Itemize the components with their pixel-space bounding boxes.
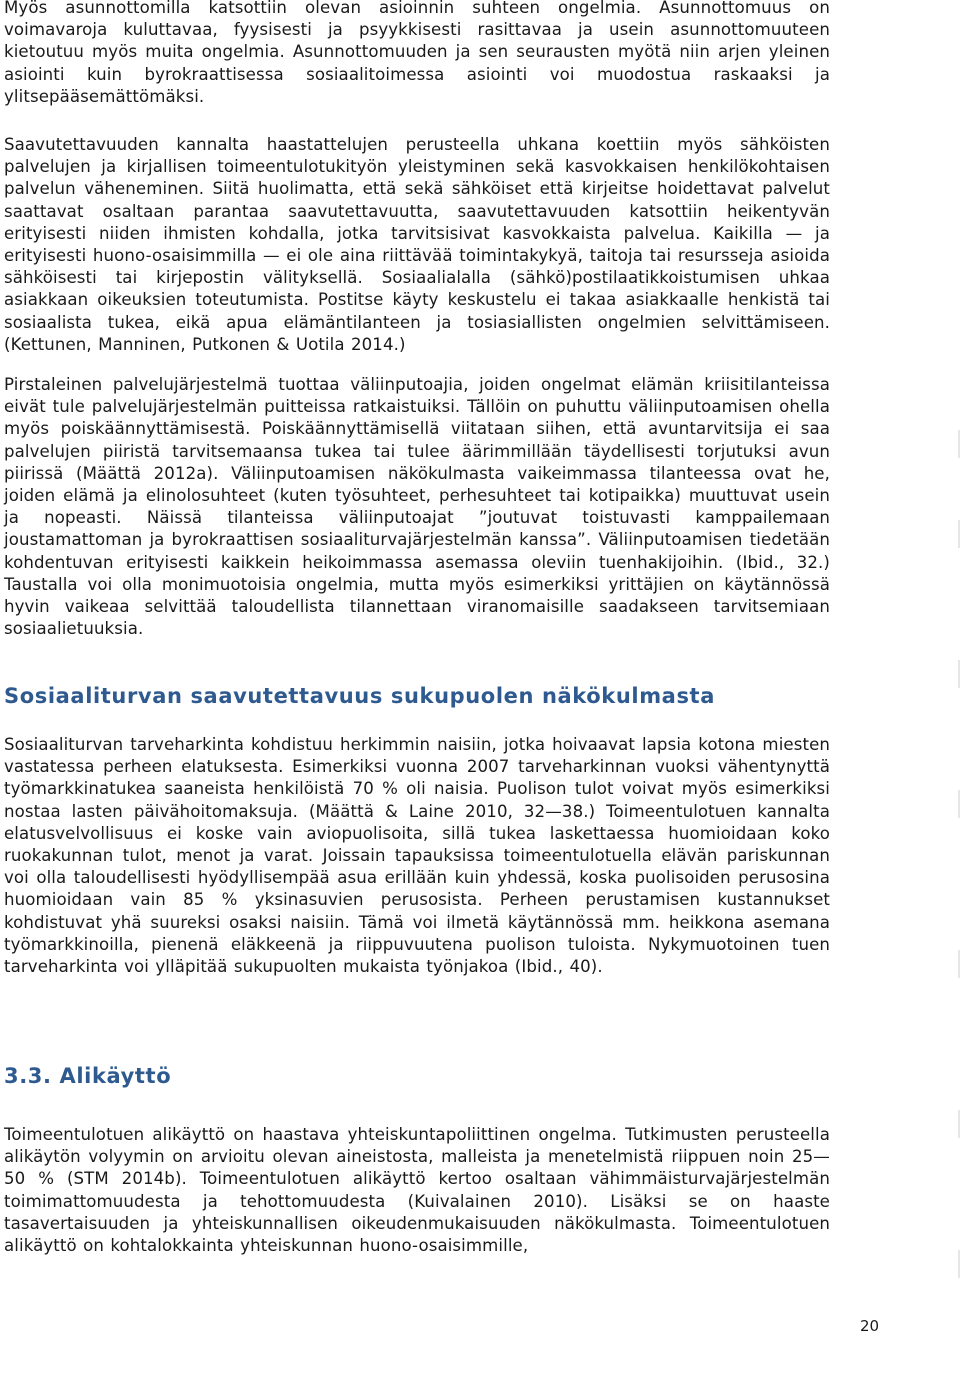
paragraph-homelessness: Myös asunnottomilla katsottiin olevan asioinnin suhteen ongelmia. Asunnottomuus on voimavaroja kuluttavaa, fyysisesti ja psyykkisesti rasittavaa ja usein asunnottomuuteen kietoutuu myös muita ongelmia. Asunnottomuuden ja sen seurausten myötä niin arjen yleinen asiointi kuin byrokraattisessa sosiaalitoimessa asiointi voi muodostua raskaaksi ja ylitsepääsemättömäksi. bbox=[4, 0, 830, 106]
subsection-heading: 3.3. Alikäyttö bbox=[4, 1064, 172, 1088]
section-heading: Sosiaaliturvan saavutettavuus sukupuolen näkökulmasta bbox=[4, 684, 715, 708]
paragraph-fragmented-services: Pirstaleinen palvelujärjestelmä tuottaa väliinputoajia, joiden ongelmat elämän kriisitilanteissa eivät tule palvelujärjestelmän puitteissa ratkaistuiksi. Tällöin on puhuttu väliinputoamisen ohella myös poiskäännyttämisestä. Poiskäännyttämisellä viitataan siihen, että avuntarvitsija ei saa palvelujen piiristä tarvitsemaansa tukea tai tulee äärimmillään täydellisesti torjutuksi avun piirissä (Määttä 2012a). Väliinputoamisen näkökulmasta vaikeimmassa tilanteessa ovat he, joiden elämä ja elinolosuhteet (kuten työsuhteet, perhesuhteet tai kotipaikka) muuttuvat usein ja nopeasti. Näissä tilanteissa väliinputoajat ”joutuvat toistuvasti kamppailemaan joustamattoman ja byrokraattisen sosiaaliturvajärjestelmän kanssa”. Väliinputoamisen tiedetään kohdentuvan erityisesti kaikkein heikoimmassa asemassa oleviin tuenhakijoihin. (Ibid., 32.) Taustalla voi olla monimuotoisia ongelmia, mutta myös esimerkiksi yrittäjien on käytännössä hyvin vaikeaa selvittää taloudellista tilannettaan viranomaisille saadakseen tarvitsemiaan sosiaalietuuksia. bbox=[4, 375, 830, 639]
page-number: 20 bbox=[860, 1317, 880, 1335]
paragraph-underuse: Toimeentulotuen alikäyttö on haastava yhteiskuntapoliittinen ongelma. Tutkimusten perusteella alikäytön volyymin on arvioitu olevan aineistosta, malleista ja menetelmistä riippuen noin 25—50 % (STM 2014b). Toimeentulotuen alikäyttö kertoo osaltaan vähimmäisturvajärjestelmän toimimattomuudesta ja tehottomuudesta (Kuivalainen 2010). Lisäksi se on haaste tasavertaisuuden ja yhteiskunnallisen oikeudenmukaisuuden näkökulmasta. Toimeentulotuen alikäyttö on kohtalokkainta yhteiskunnan huono-osaisimmille, bbox=[4, 1125, 830, 1256]
paragraph-accessibility: Saavutettavuuden kannalta haastattelujen perusteella uhkana koettiin myös sähköisten palvelujen ja kirjallisen toimeentulotukityön yleistyminen sekä kasvokkaisen henkilökohtaisen palvelun väheneminen. Siitä huolimatta, että sekä sähköiset että kirjeitse hoidettavat palvelut saattavat osaltaan parantaa saavutettavuutta, saavutettavuuden katsottiin heikentyvän erityisesti niiden ihmisten kohdalla, jotka tarvitsisivat kasvokkaista palvelua. Kaikilla — ja erityisesti huono-osaisimmilla — ei ole aina riittävää toimintakykyä, taitoja tai resursseja asioida sähköisesti tai kirjepostin välityksellä. Sosiaalialalla (sähkö)postilaatikkoistumisen uhkaa asiakkaan oikeuksien toteutumista. Postitse käyty keskustelu ei takaa asiakkaalle henkistä tai sosiaalista tukea, eikä apua elämäntilanteen ja tosiasiallisten ongelmien selvittämiseen. (Kettunen, Manninen, Putkonen & Uotila 2014.) bbox=[4, 135, 830, 354]
paragraph-gender-perspective: Sosiaaliturvan tarveharkinta kohdistuu herkimmin naisiin, jotka hoivaavat lapsia kotona miesten vastatessa perheen elatuksesta. Esimerkiksi vuonna 2007 tarveharkinnan vuoksi vähentynyttä työmarkkinatukea saaneista henkilöistä 70 % oli naisia. Puolison tulot voivat myös esimerkiksi nostaa lasten päivähoitomaksuja. (Määttä & Laine 2010, 32—38.) Toimeentulotuen kannalta elatusvelvollisuus ei koske vain aviopuolisoita, sillä tukea laskettaessa huomioidaan koko ruokakunnan tulot, menot ja varat. Joissain tapauksissa toimeentulotuella elävän pariskunnan voi olla taloudellisesti hyödyllisempää asua erillään kuin yhdessä, koska puolisoiden perusosina huomioidaan vain 85 % yksinasuvien perusosista. Perheen perustamisen kustannukset kohdistuvat yhä suureksi osaksi naisiin. Tämä voi ilmetä käytännössä mm. heikkona asemana työmarkkinoilla, pienenä eläkkeenä ja riippuvuutena puolison tuloista. Nykymuotoinen tuen tarveharkinta voi ylläpitää sukupuolten mukaista työnjakoa (Ibid., 40). bbox=[4, 735, 830, 977]
